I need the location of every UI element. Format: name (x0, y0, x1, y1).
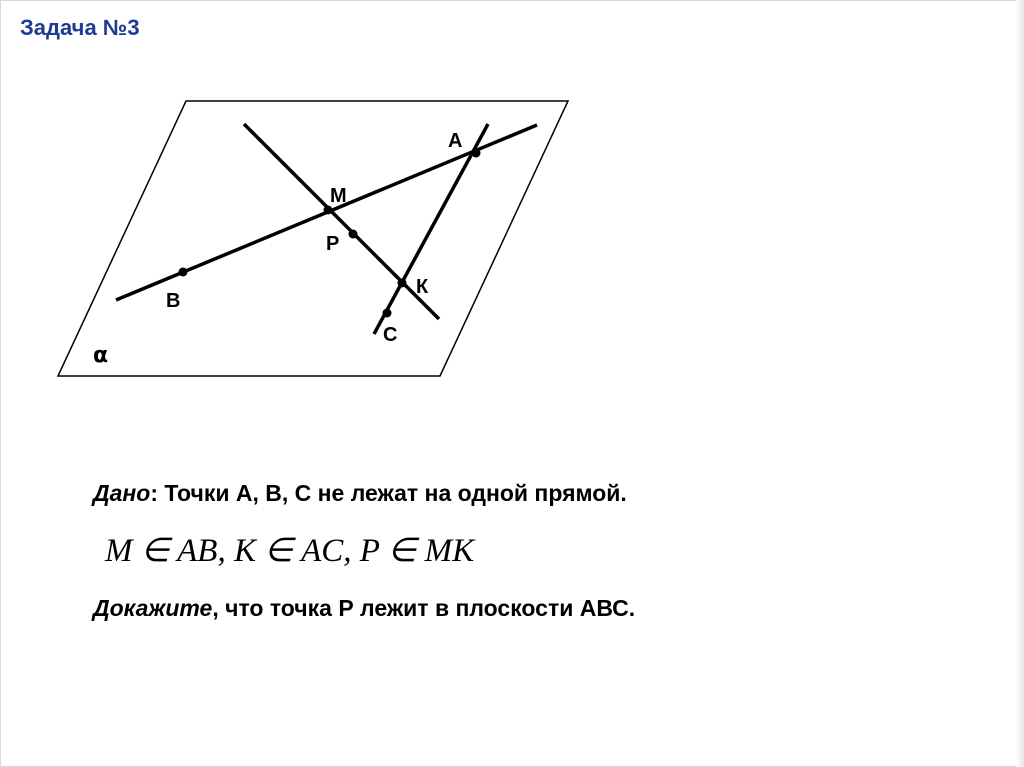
label-b: B (166, 290, 181, 312)
label-m: M (330, 185, 347, 207)
label-alpha: α (93, 343, 109, 368)
given-text: : Точки А, В, С не лежат на одной прямой. (150, 480, 627, 506)
line-ac (374, 124, 488, 334)
label-k: К (416, 276, 429, 298)
point-c (383, 309, 392, 318)
prove-statement (93, 595, 635, 622)
line-mk (244, 124, 439, 319)
point-a (472, 149, 481, 158)
given-statement (93, 480, 627, 507)
problem-title: Задача №3 (20, 15, 140, 40)
label-a: A (448, 130, 463, 152)
label-p: P (326, 233, 340, 255)
label-c: C (383, 324, 398, 346)
given-label: Дано (93, 480, 151, 506)
point-k (398, 279, 407, 288)
prove-text: , что точка Р лежит в плоскости АВС. (212, 595, 636, 621)
given-formula: M ∈ AB, К ∈ AC, P ∈ MК (105, 533, 474, 569)
point-p (349, 230, 358, 239)
point-b (179, 268, 188, 277)
prove-label: Докажите (93, 595, 213, 621)
